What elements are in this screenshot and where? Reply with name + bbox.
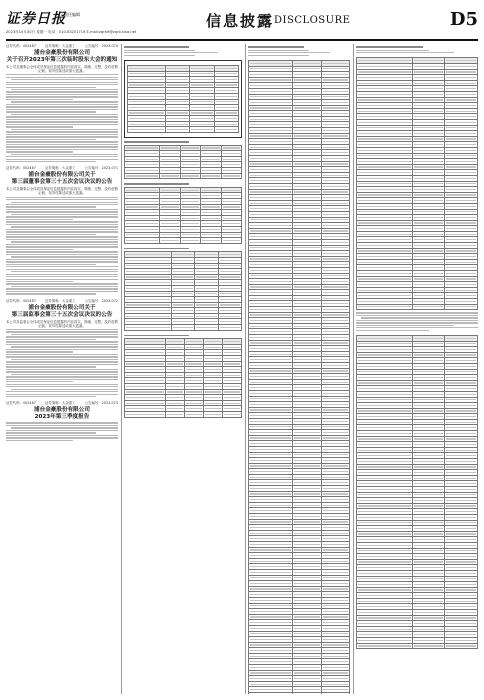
article-meta: [6, 401, 118, 405]
report-section: [124, 248, 242, 331]
stock-short-name: 证券简称：大金重工: [45, 298, 76, 303]
column-3: [248, 44, 350, 694]
report-table: [124, 60, 242, 138]
report-section: [124, 141, 242, 179]
editor-label: 责任编辑: [64, 12, 80, 17]
article-notice: 本公司及董事会全体成员保证信息披露的内容真实、准确、完整，没有虚假记载、误导性陈述或重大遗漏。: [6, 65, 118, 73]
notice-number: 公告编号：2023-072: [84, 298, 118, 303]
stock-code: 证券代码：002487: [6, 166, 36, 171]
report-section: [124, 183, 242, 244]
column-divider: [121, 44, 122, 694]
article-shareholder-meeting: [6, 44, 118, 162]
article-title: 浦台金豪股份有限公司关于 第三届监事会第三十五次会议决议的公告: [11, 304, 113, 318]
page-number: D5: [449, 9, 478, 30]
stock-code: 证券代码：002487: [6, 44, 36, 48]
financial-statement-table: [356, 57, 478, 310]
stock-short-name: 证券简称：大金重工: [45, 401, 76, 406]
financial-statement-header: [248, 46, 350, 56]
column-2: [124, 44, 242, 694]
column-1: [6, 44, 118, 694]
article-notice: 本公司及董事会全体成员保证信息披露的内容真实、准确、完整，没有虚假记载、误导性陈述或重大遗漏。: [6, 187, 118, 196]
report-intro: [124, 46, 242, 56]
masthead-rule: [6, 39, 478, 41]
stock-short-name: 证券简称：大金重工: [45, 44, 76, 48]
report-section: [124, 335, 242, 418]
masthead: [6, 8, 478, 40]
section-title-cn: 信息披露: [206, 12, 275, 30]
section-title-en: DISCLOSURE: [274, 15, 351, 26]
financial-statement-table: [248, 60, 350, 694]
article-body: [6, 329, 118, 397]
article-title: 浦台金豪股份有限公司 关于召开2023年第三次临时股东大会的通知: [6, 50, 118, 63]
article-supervisor-resolution: [6, 299, 118, 398]
article-meta: [6, 166, 118, 170]
article-body: [6, 422, 118, 441]
dateline: 2023年10月30日 星期一 电话：010-83251716 E-mail:zqrb9@zqrb.sina.net: [6, 30, 137, 34]
column-4: [356, 44, 478, 694]
article-board-resolution: [6, 166, 118, 294]
article-body: [6, 197, 118, 295]
notice-number: 公告编号：2023-073: [84, 401, 118, 406]
financial-statement-header: [356, 46, 478, 53]
article-notice: 本公司及监事会全体成员保证信息披露的内容真实、准确、完整，没有虚假记载、误导性陈述或重大遗漏。: [6, 319, 118, 328]
column-divider: [245, 44, 246, 694]
notice-number: 公告编号：2023-071: [84, 166, 118, 171]
article-title: 浦台金豪股份有限公司关于 第三届董事会第三十五次会议决议的公告: [11, 172, 113, 186]
column-divider: [353, 44, 354, 694]
stock-code: 证券代码：002487: [6, 298, 36, 303]
article-meta: [6, 299, 118, 303]
stock-code: 证券代码：002487: [6, 401, 36, 406]
statement-note: [356, 312, 478, 331]
article-body: [6, 74, 118, 162]
article-quarterly-report: [6, 401, 118, 441]
article-meta: [6, 44, 118, 48]
financial-statement-table: [356, 335, 478, 649]
stock-short-name: 证券简称：大金重工: [45, 166, 76, 171]
notice-number: 公告编号：2023-070: [84, 44, 118, 48]
article-title: 浦台金豪股份有限公司 2023年第三季度报告: [34, 407, 90, 421]
newspaper-logo: 证券日报: [6, 11, 66, 27]
